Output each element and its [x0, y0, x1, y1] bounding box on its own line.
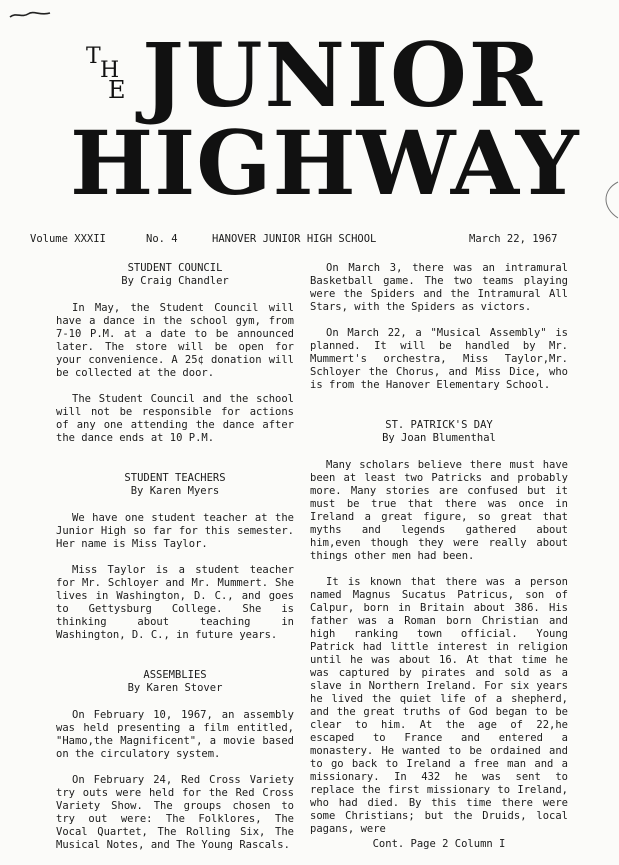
article-assemblies	[56, 669, 294, 852]
issue-info-bar	[0, 233, 619, 249]
article-heading: STUDENT COUNCIL	[127, 262, 223, 274]
article-byline: By Craig Chandler	[121, 275, 229, 287]
article-paragraph: We have one student teacher at the Junior High so far for this semester. Her name is Miss Taylor.	[56, 512, 294, 550]
volume-label: Volume XXXII	[30, 233, 106, 245]
article-st-patricks-day	[310, 419, 568, 851]
article-paragraph: On February 24, Red Cross Variety try outs were held for the Red Cross Variety Show. The groups chosen to try out were: The Folklores, The Vocal Quartet, The Rolling Six, The Musical Notes, and The Young Rascals.	[56, 774, 294, 851]
article-paragraph: It is known that there was a person named Magnus Sucatus Patricus, son of Calpur, born in Britain about 386. His father was a Roman born Christian and high ranking town official. Young Patrick had little interest in religion until he was about 16. At that time he was captured by pirates and sold as a slave in Northern Ireland. For six years he lived the quiet life of a shepherd, and the great truths of God began to be clear to him. At the age of 22,he escaped to France and entered a monastery. He wanted to be ordained and to go back to Ireland a free man and a missionary. In 432 he was sent to replace the first missionary to Ireland, who had died. By this time there were some Christians; but the Druids, local pagans, were	[310, 576, 568, 835]
article-student-teachers	[56, 472, 294, 642]
article-byline: By Joan Blumenthal	[382, 432, 496, 444]
masthead	[0, 0, 619, 230]
article-heading: ASSEMBLIES	[143, 669, 207, 681]
issue-date: March 22, 1967	[469, 233, 558, 245]
school-name: HANOVER JUNIOR HIGH SCHOOL	[212, 233, 377, 245]
masthead-the-t: T	[86, 44, 101, 69]
article-heading: STUDENT TEACHERS	[124, 472, 226, 484]
article-byline: By Karen Myers	[130, 485, 220, 497]
masthead-title-junior: JUNIOR	[142, 23, 544, 127]
article-student-council	[56, 262, 294, 445]
issue-number: No. 4	[146, 233, 178, 245]
assemblies-continued	[310, 262, 568, 392]
right-column	[310, 262, 568, 851]
article-paragraph: On March 3, there was an intramural Basketball game. The two teams playing were the Spiders and the Intramural All Stars, with the Spiders as victors.	[310, 262, 568, 313]
article-heading: ST. PATRICK'S DAY	[385, 419, 493, 431]
article-byline: By Karen Stover	[127, 682, 223, 694]
pen-scribble-mark	[8, 10, 52, 20]
masthead-title-highway: HIGHWAY	[70, 111, 580, 215]
paper-edge-curl	[598, 180, 619, 220]
article-paragraph: Miss Taylor is a student teacher for Mr. Schloyer and Mr. Mummert. She lives in Washington, D. C., and goes to Gettysburg College. She is thinking about teaching in Washington, D. C., in future years.	[56, 564, 294, 641]
continued-notice: Cont. Page 2 Column I	[372, 838, 506, 850]
article-paragraph: Many scholars believe there must have been at least two Patricks and probably more. Many stories are confused but it must be true that there was once in Ireland a great figure, so great that myths and legends gathered about him,even though they were really about things other men had been.	[310, 459, 568, 562]
article-paragraph: The Student Council and the school will not be responsible for actions of any one attending the dance after the dance ends at 10 P.M.	[56, 393, 294, 444]
article-paragraph: In May, the Student Council will have a dance in the school gym, from 7-10 P.M. at a date to be announced later. The store will be open for your convenience. A 25¢ donation will be collected at the door.	[56, 302, 294, 379]
article-paragraph: On February 10, 1967, an assembly was held presenting a film entitled, "Hamo,the Magnificent", a movie based on the circulatory system.	[56, 709, 294, 760]
masthead-the-e: E	[108, 76, 126, 104]
masthead-the-h: H	[100, 58, 120, 83]
article-paragraph: On March 22, a "Musical Assembly" is planned. It will be handled by Mr. Mummert's orchestra, Miss Taylor,Mr. Schloyer the Chorus, and Miss Dice, who is from the Hanover Elementary School.	[310, 327, 568, 391]
left-column	[56, 262, 294, 865]
